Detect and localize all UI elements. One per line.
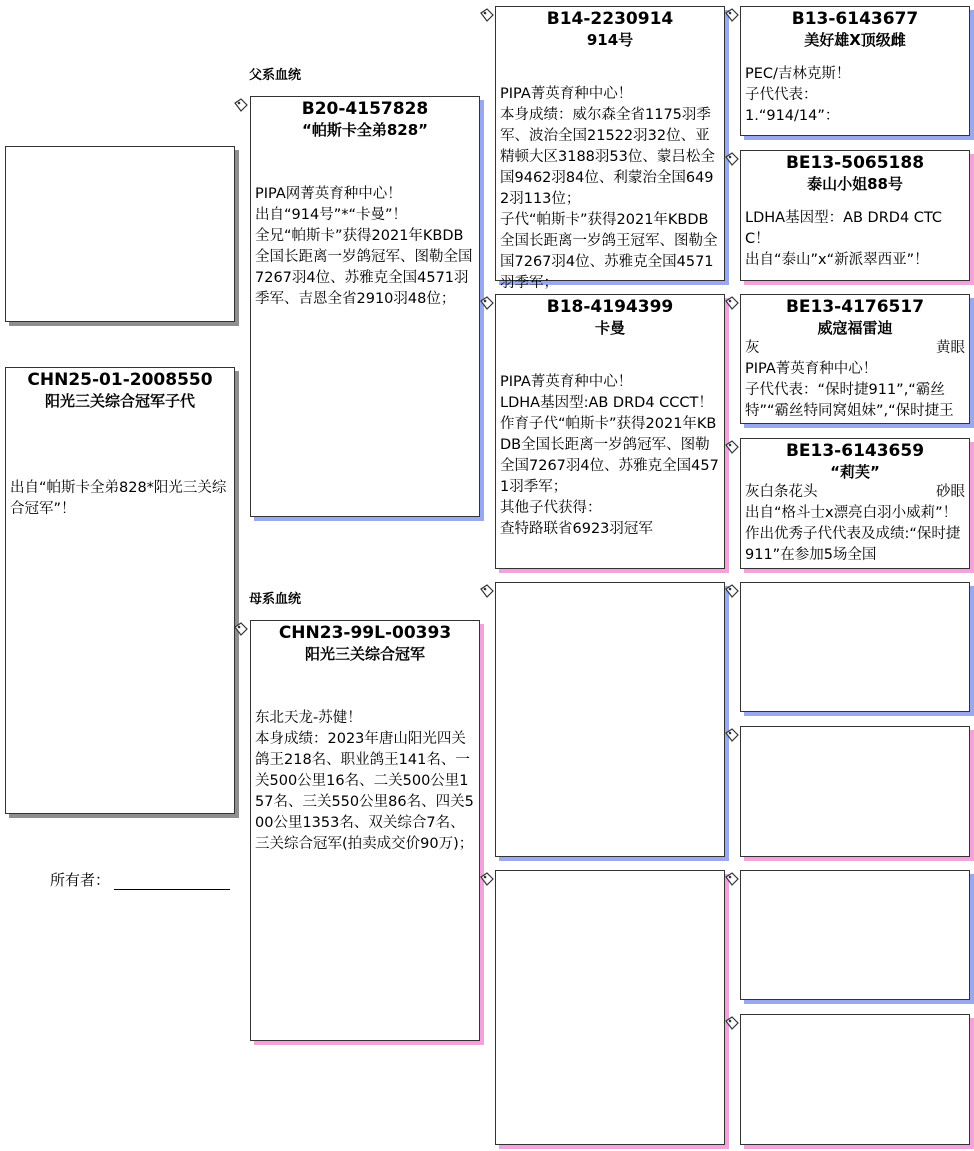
- desc-line: 东北天龙-苏健！: [255, 710, 362, 726]
- owner-line: [114, 874, 230, 890]
- sire-dam-desc: [496, 372, 724, 540]
- desc-line: 其他子代获得：: [500, 500, 602, 516]
- tag-icon[interactable]: [724, 440, 740, 454]
- sds-ring: BE13-4176517: [785, 297, 925, 317]
- desc-line: 出自“914号”*“卡曼”！: [255, 207, 407, 223]
- sdd-ring: BE13-6143659: [785, 441, 925, 461]
- desc-line: 子代代表：“保时捷911”,“霸丝特”“霸丝特同窝姐妹”,“保时捷王: [745, 382, 954, 419]
- desc-line: LDHA基因型:AB DRD4 CCCT！: [500, 395, 713, 411]
- sire-name: “帕斯卡全弟828”: [301, 121, 429, 139]
- sire-ring: B20-4157828: [301, 99, 429, 119]
- dam-card[interactable]: [250, 620, 480, 1041]
- sdd-name: “莉芙”: [830, 463, 880, 481]
- subject-card[interactable]: [5, 367, 235, 814]
- sss-name: 美好雄X顶级雌: [804, 31, 906, 49]
- desc-line: 本身成绩：2023年唐山阳光四关鸽王218名、职业鸽王141名、一关500公里16名、二关500公里157名、三关550公里86名、四关500公里1353名、双关综合7名、三关综合冠军(拍卖成交价90万)；: [255, 731, 474, 852]
- tag-icon[interactable]: [479, 296, 495, 310]
- dam-dam-card[interactable]: [495, 870, 725, 1145]
- desc-line: PIPA菁英育种中心！: [500, 374, 633, 390]
- desc-line: 作育子代“帕斯卡”获得2021年KBDB全国长距离一岁鸽冠军、图勒全国7267羽4位、苏雅克全国4571羽季军；: [500, 416, 719, 495]
- desc-line: 查特路联省6923羽冠军: [500, 521, 653, 537]
- sire-dam-name: 卡曼: [594, 319, 625, 337]
- sdd-card[interactable]: [740, 438, 970, 569]
- dam-sire-card[interactable]: [495, 582, 725, 857]
- feather-color: 灰白条花头: [745, 484, 818, 500]
- owner-label: 所有者：: [50, 871, 111, 889]
- dam-desc: [251, 708, 479, 855]
- eye-type: 砂眼: [936, 484, 965, 500]
- tag-icon[interactable]: [724, 872, 740, 886]
- sds-desc: [741, 359, 969, 422]
- ssd-ring: BE13-5065188: [785, 153, 925, 173]
- sire-dam-ring: B18-4194399: [546, 297, 674, 317]
- tag-icon[interactable]: [724, 584, 740, 598]
- sss-desc: [741, 64, 969, 127]
- desc-line: 出自“泰山”x“新派翠西亚”！: [745, 252, 929, 268]
- desc-line: LDHA基因型：AB DRD4 CTCC！: [745, 210, 943, 247]
- desc-line: PIPA菁英育种中心！: [745, 361, 878, 377]
- sire-dam-card[interactable]: [495, 294, 725, 569]
- eye-type: 黄眼: [936, 340, 965, 356]
- desc-line: 本身成绩：威尔森全省1175羽季军、波治全国21522羽32位、亚精顿大区3188羽53位、蒙吕松全国9462羽84位、利蒙治全国6492羽113位；: [500, 107, 715, 207]
- sire-desc: [251, 184, 479, 310]
- sire-card[interactable]: [250, 96, 480, 517]
- subject-name: 阳光三关综合冠军子代: [44, 392, 195, 410]
- dam-name: 阳光三关综合冠军: [304, 645, 425, 663]
- sire-sire-ring: B14-2230914: [546, 9, 674, 29]
- dss-card[interactable]: [740, 582, 970, 712]
- desc-line: 出自“帕斯卡全弟828*阳光三关综合冠军”！: [10, 480, 227, 517]
- desc-line: 子代代表：: [745, 87, 818, 103]
- owner-field[interactable]: [50, 869, 230, 890]
- dds-card[interactable]: [740, 870, 970, 1000]
- sdd-color-row: [741, 482, 969, 503]
- sire-sire-name: 914号: [586, 31, 634, 49]
- sss-card[interactable]: [740, 6, 970, 136]
- tag-icon[interactable]: [479, 584, 495, 598]
- tag-icon[interactable]: [724, 728, 740, 742]
- photo-box[interactable]: [5, 146, 235, 322]
- ssd-card[interactable]: [740, 150, 970, 281]
- sds-name: 威寇福雷迪: [817, 319, 893, 337]
- tag-icon[interactable]: [479, 872, 495, 886]
- sire-sire-desc: [496, 84, 724, 294]
- dam-ring: CHN23-99L-00393: [278, 623, 452, 643]
- sds-color-row: [741, 338, 969, 359]
- desc-line: 出自“格斗士x漂亮白羽小威莉”！作出优秀子代代表及成绩:“保时捷911”在参加5场全国: [745, 505, 961, 563]
- tag-icon[interactable]: [233, 622, 249, 636]
- tag-icon[interactable]: [724, 152, 740, 166]
- dam-line-label: 母系血统: [249, 592, 302, 607]
- tag-icon[interactable]: [724, 8, 740, 22]
- ssd-desc: [741, 208, 969, 271]
- tag-icon[interactable]: [724, 296, 740, 310]
- desc-line: 子代“帕斯卡”获得2021年KBDB全国长距离一岁鸽王冠军、图勒全国7267羽4位、苏雅克全国4571羽季军；: [500, 212, 718, 291]
- sire-line-label: 父系血统: [249, 68, 302, 83]
- sds-card[interactable]: [740, 294, 970, 424]
- ssd-name: 泰山小姐88号: [807, 175, 903, 193]
- tag-icon[interactable]: [479, 8, 495, 22]
- ddd-card[interactable]: [740, 1014, 970, 1145]
- subject-desc: [6, 478, 234, 520]
- sdd-desc: [741, 503, 969, 566]
- dsd-card[interactable]: [740, 726, 970, 857]
- feather-color: 灰: [745, 340, 760, 356]
- desc-line: PIPA网菁英育种中心！: [255, 186, 402, 202]
- tag-icon[interactable]: [724, 1016, 740, 1030]
- desc-line: 1.“914/14”：: [745, 108, 840, 124]
- desc-line: PIPA菁英育种中心！: [500, 86, 633, 102]
- sire-sire-card[interactable]: [495, 6, 725, 291]
- sss-ring: B13-6143677: [791, 9, 919, 29]
- desc-line: PEC/吉林克斯！: [745, 66, 851, 82]
- subject-ring: CHN25-01-2008550: [27, 370, 213, 390]
- desc-line: 全兄“帕斯卡”获得2021年KBDB全国长距离一岁鸽冠军、图勒全国7267羽4位、苏雅克全国4571羽季军、吉恩全省2910羽48位；: [255, 228, 473, 307]
- tag-icon[interactable]: [233, 98, 249, 112]
